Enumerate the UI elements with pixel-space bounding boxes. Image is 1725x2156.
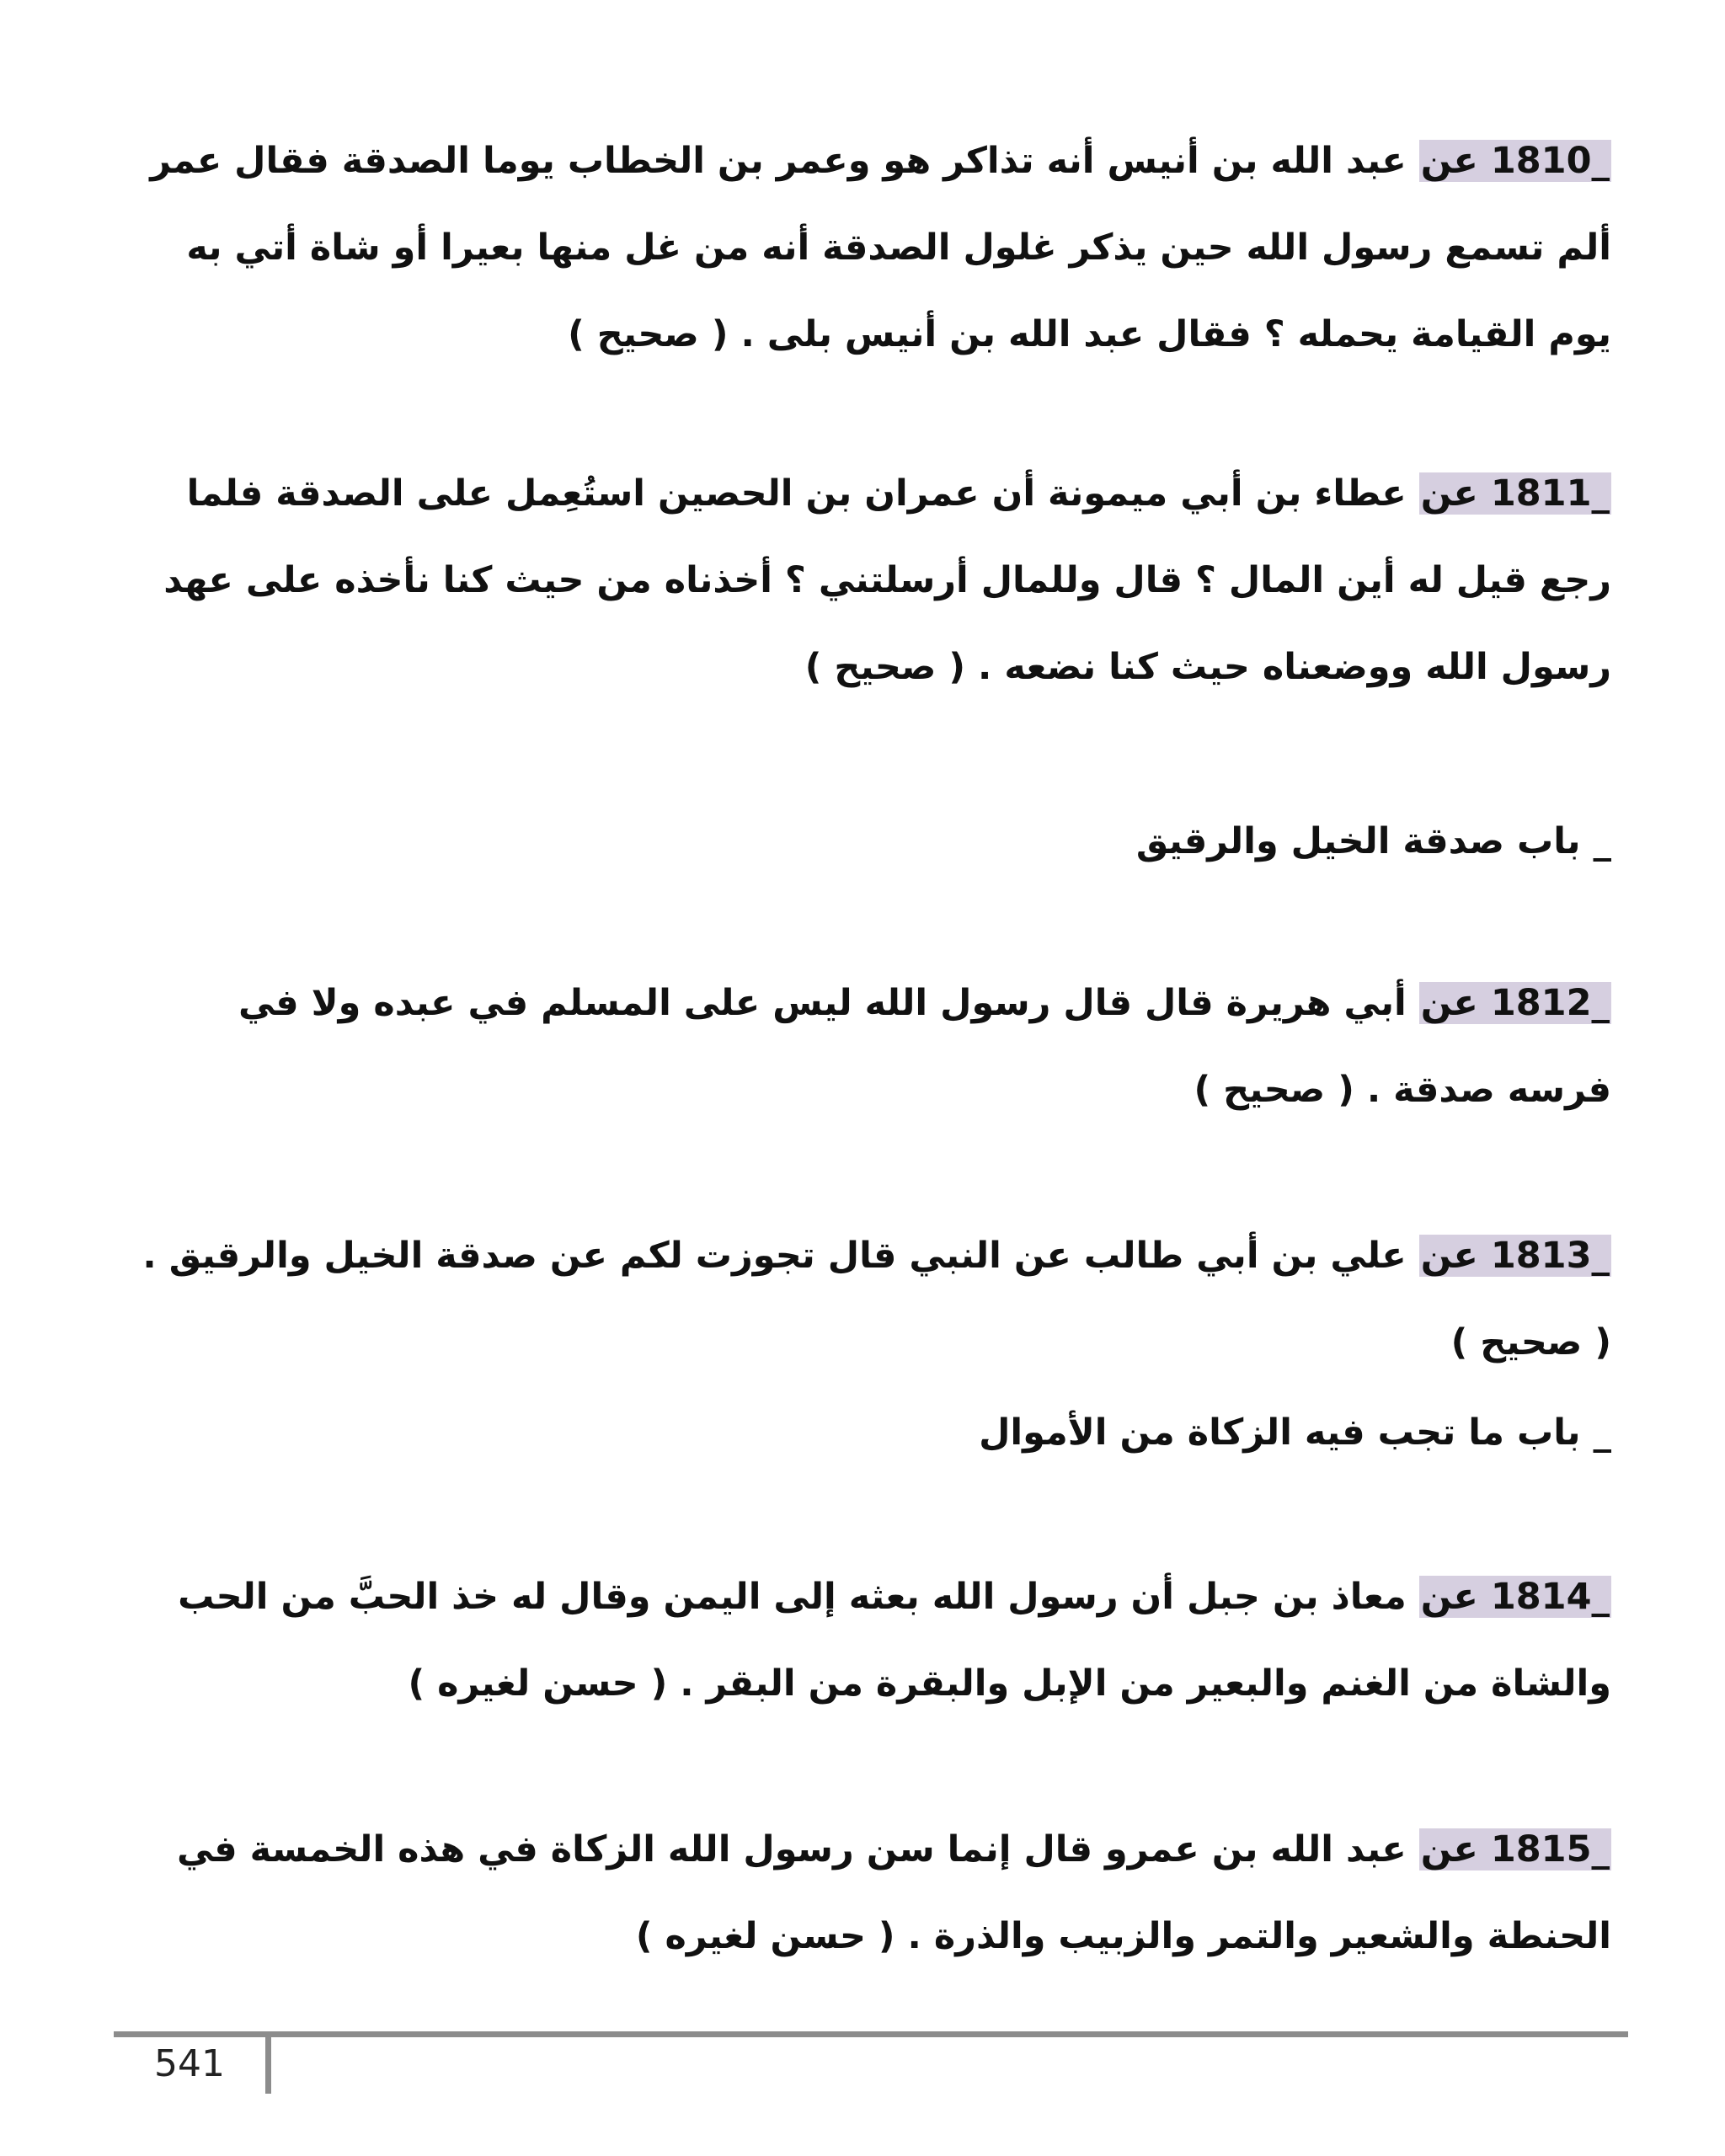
footer-rule [114,2031,1628,2037]
hadith-number: 1810_ [1490,140,1610,182]
hadith-1814 [135,1554,1611,1727]
hadith-number: 1814_ [1490,1576,1610,1618]
hadith-number: 1813_ [1490,1235,1610,1277]
hadith-text: أبي هريرة قال قال رسول الله ليس على المسلم في عبده ولا في فرسه صدقة . ( صحيح ) [238,982,1611,1111]
hadith-1810 [135,118,1611,378]
hadith-opening-word: عن [1420,1576,1478,1618]
hadith-marker [1419,982,1611,1024]
chapter-heading-horses-slaves: _ باب صدقة الخيل والرقيق [1135,820,1611,862]
hadith-1812 [135,960,1611,1134]
hadith-opening-word: عن [1420,1235,1478,1277]
hadith-marker [1419,1828,1611,1870]
hadith-1813 [135,1213,1611,1386]
hadith-text: معاذ بن جبل أن رسول الله بعثه إلى اليمن وقال له خذ الحبَّ من الحب والشاة من الغنم والبعير من الإبل والبقرة من البقر . ( حسن لغيره ) [178,1576,1611,1705]
hadith-opening-word: عن [1420,1828,1478,1870]
hadith-text: عبد الله بن أنيس أنه تذاكر هو وعمر بن الخطاب يوما الصدقة فقال عمر ألم تسمع رسول الله حين يذكر غلول الصدقة أنه من غل منها بعيرا أو شاة أتي به يوم القيامة يحمله ؟ فقال عبد الله بن أنيس بلى . ( صحيح ) [150,140,1611,355]
hadith-marker [1419,1235,1611,1277]
hadith-text: عطاء بن أبي ميمونة أن عمران بن الحصين استُعِمل على الصدقة فلما رجع قيل له أين المال ؟ قال وللمال أرسلتني ؟ أخذناه من حيث كنا نأخذه على عهد رسول الله ووضعناه حيث كنا نضعه . ( صحيح ) [163,472,1611,688]
hadith-number: 1811_ [1490,472,1610,515]
hadith-opening-word: عن [1420,982,1478,1024]
hadith-opening-word: عن [1420,472,1478,515]
hadith-opening-word: عن [1420,140,1478,182]
chapter-heading-zakat-wealth: _ باب ما تجب فيه الزكاة من الأموال [979,1412,1611,1454]
hadith-text: علي بن أبي طالب عن النبي قال تجوزت لكم عن صدقة الخيل والرقيق . ( صحيح ) [142,1235,1611,1364]
hadith-text: عبد الله بن عمرو قال إنما سن رسول الله الزكاة في هذه الخمسة في الحنطة والشعير والتمر والزبيب والذرة . ( حسن لغيره ) [177,1828,1611,1957]
hadith-number: 1815_ [1490,1828,1610,1870]
hadith-marker [1419,1576,1611,1618]
hadith-marker [1419,140,1611,182]
hadith-number: 1812_ [1490,982,1610,1024]
footer-separator [265,2036,271,2094]
hadith-marker [1419,472,1611,515]
hadith-1815 [135,1806,1611,1980]
page-number: 541 [154,2042,225,2085]
hadith-1811 [135,451,1611,711]
